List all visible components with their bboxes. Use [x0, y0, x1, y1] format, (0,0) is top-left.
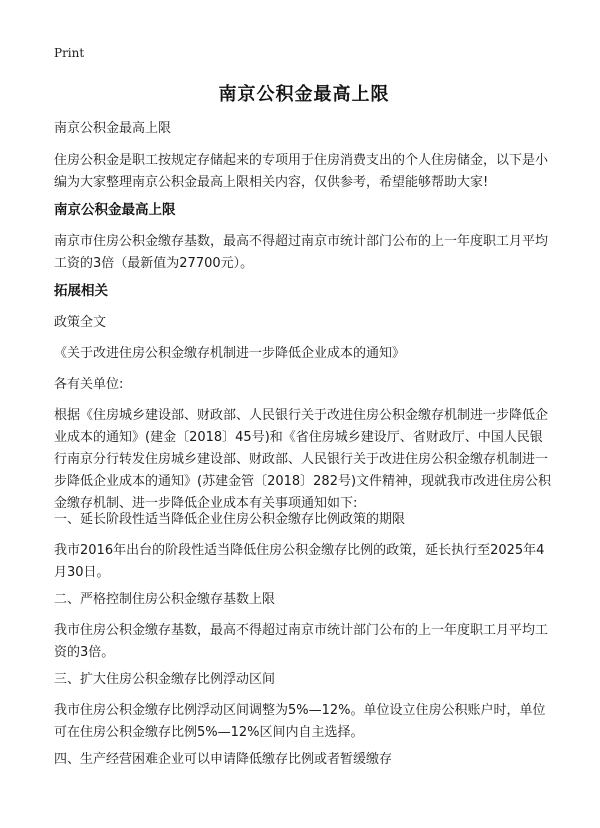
- intro-paragraph: 住房公积金是职工按规定存储起来的专项用于住房消费支出的个人住房储金，以下是小编为大家整理南京公积金最高上限相关内容，仅供参考，希望能够帮助大家!: [54, 153, 549, 190]
- section-heading-limit: 南京公积金最高上限: [54, 202, 176, 218]
- page-title: 南京公积金最高上限: [218, 84, 390, 105]
- print-link[interactable]: Print: [54, 46, 85, 60]
- item3-paragraph: 我市住房公积金缴存比例浮动区间调整为5%—12%。单位设立住房公积账户时，单位可在住房公积金缴存比例5%—12%区间内自主选择。: [54, 703, 546, 740]
- salutation: 各有关单位:: [54, 377, 124, 392]
- policy-label: 政策全文: [54, 315, 107, 330]
- item2-heading: 二、严格控制住房公积金缴存基数上限: [54, 592, 276, 607]
- item3-heading: 三、扩大住房公积金缴存比例浮动区间: [54, 672, 276, 687]
- policy-title: 《关于改进住房公积金缴存机制进一步降低企业成本的通知》: [54, 346, 406, 361]
- subtitle: 南京公积金最高上限: [54, 121, 172, 136]
- item1-paragraph: 我市2016年出台的阶段性适当降低住房公积金缴存比例的政策，延长执行至2025年4月30日。: [54, 543, 545, 580]
- basis-paragraph: 根据《住房城乡建设部、财政部、人民银行关于改进住房公积金缴存机制进一步降低企业成本的通知》(建金〔2018〕45号)和《省住房城乡建设厅、省财政厅、中国人民银行南京分行转发住房城乡建设部、财政部、人民银行关于改进住房公积金缴存机制进一步降低企业成本的通知》(苏建金管〔2018〕282号)文件精神，现就我市改进住房公积金缴存机制、进一步降低企业成本有关事项通知如下:: [54, 408, 552, 511]
- item1-heading: 一、延长阶段性适当降低企业住房公积金缴存比例政策的期限: [54, 512, 406, 527]
- item2-paragraph: 我市住房公积金缴存基数，最高不得超过南京市统计部门公布的上一年度职工月平均工资的3倍。: [54, 623, 549, 660]
- limit-paragraph: 南京市住房公积金缴存基数，最高不得超过南京市统计部门公布的上一年度职工月平均工资的3倍（最新值为27700元）。: [54, 234, 549, 271]
- item4-heading: 四、生产经营困难企业可以申请降低缴存比例或者暂缓缴存: [54, 752, 393, 767]
- section-heading-related: 拓展相关: [54, 283, 108, 299]
